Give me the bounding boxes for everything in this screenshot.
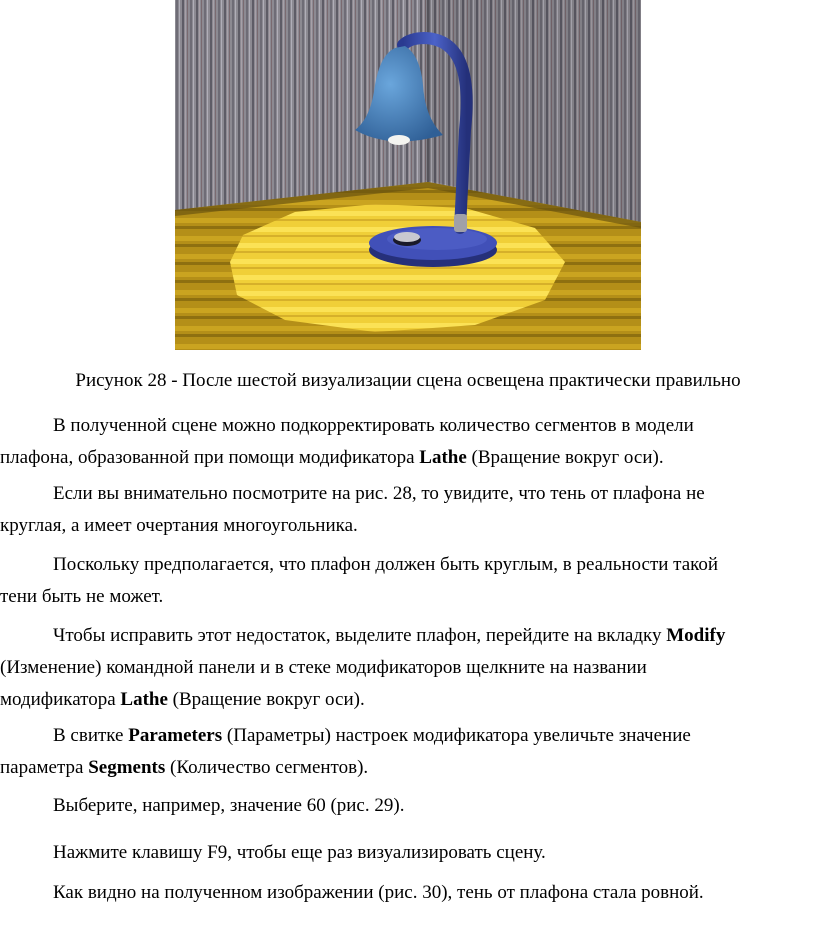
paragraph-line: Нажмите клавишу F9, чтобы еще раз визуализировать сцену. — [53, 842, 546, 863]
paragraph-line: (Изменение) командной панели и в стеке модификаторов щелкните на названии — [0, 657, 647, 678]
bold-term: Modify — [666, 625, 726, 646]
bold-term: Lathe — [120, 689, 168, 710]
paragraph — [0, 877, 816, 909]
paragraph-line: В полученной сцене можно подкорректировать количество сегментов в модели — [53, 415, 694, 436]
rendered-lamp-figure — [175, 0, 641, 350]
paragraph-line: круглая, а имеет очертания многоугольника. — [0, 515, 358, 536]
bold-term: Parameters — [128, 725, 223, 746]
paragraph-line: плафона, образованной при помощи модификатора Lathe (Вращение вокруг оси). — [0, 447, 664, 468]
paragraph-line: Поскольку предполагается, что плафон должен быть круглым, в реальности такой — [53, 554, 719, 575]
paragraph-line: Как видно на полученном изображении (рис. 30), тень от плафона стала ровной. — [53, 882, 704, 903]
paragraph — [0, 720, 816, 784]
paragraph-line: модификатора Lathe (Вращение вокруг оси). — [0, 689, 365, 710]
arm-joint — [454, 214, 467, 232]
bold-term: Segments — [88, 757, 166, 778]
paragraph — [0, 790, 816, 822]
paragraph — [0, 410, 816, 474]
lamp-render-image — [175, 0, 641, 350]
figure-caption: Рисунок 28 - После шестой визуализации сцена освещена практически правильно — [75, 370, 741, 391]
bulb — [388, 135, 410, 145]
paragraph — [0, 620, 816, 716]
paragraph — [0, 478, 816, 542]
paragraph-line: Чтобы исправить этот недостаток, выделите плафон, перейдите на вкладку Modify — [53, 625, 726, 646]
paragraph-line: Выберите, например, значение 60 (рис. 29). — [53, 795, 405, 816]
paragraph-line: тени быть не может. — [0, 586, 164, 607]
paragraph-line: параметра Segments (Количество сегментов). — [0, 757, 369, 778]
paragraph — [0, 549, 816, 613]
paragraph-line: В свитке Parameters (Параметры) настроек модификатора увеличьте значение — [53, 725, 691, 746]
paragraph-line: Если вы внимательно посмотрите на рис. 28, то увидите, что тень от плафона не — [53, 483, 705, 504]
bold-term: Lathe — [419, 447, 467, 468]
paragraph — [0, 837, 816, 869]
